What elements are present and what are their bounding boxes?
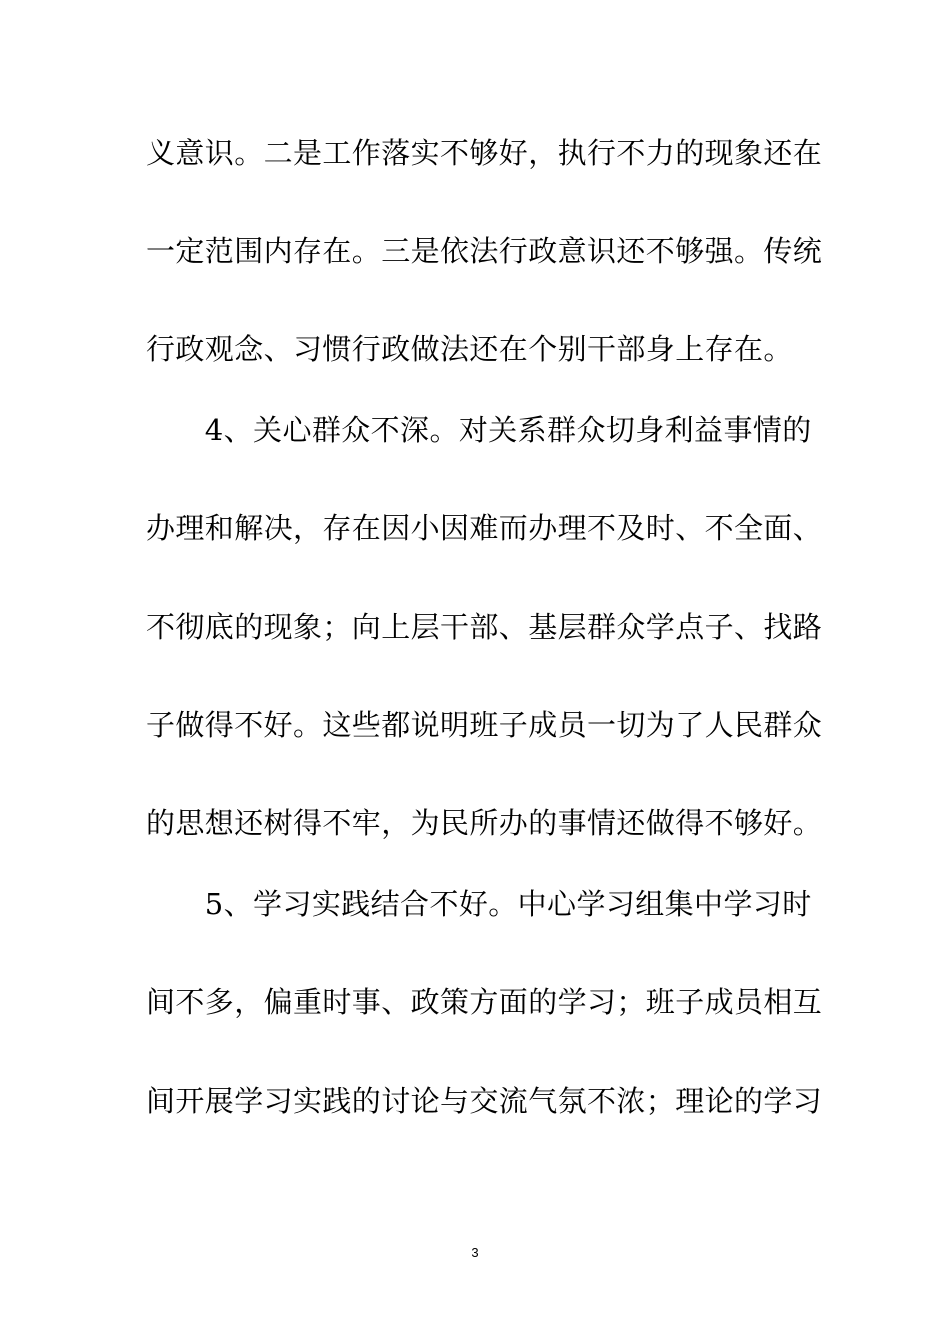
text-line-9: 5、学习实践结合不好。中心学习组集中学习时	[146, 887, 812, 921]
text-line-4: 4、关心群众不深。对关系群众切身利益事情的	[146, 413, 812, 447]
text-line-7: 子做得不好。这些都说明班子成员一切为了人民群众	[146, 708, 823, 742]
text-line-2: 一定范围内存在。三是依法行政意识还不够强。传统	[146, 234, 823, 268]
text-line-3: 行政观念、习惯行政做法还在个别干部身上存在。	[146, 332, 793, 366]
page-number: 3	[471, 1245, 479, 1260]
text-line-6: 不彻底的现象；向上层干部、基层群众学点子、找路	[146, 610, 823, 644]
text-line-5: 办理和解决，存在因小因难而办理不及时、不全面、	[146, 511, 823, 545]
text-line-10: 间不多，偏重时事、政策方面的学习；班子成员相互	[146, 985, 823, 1019]
text-line-1: 义意识。二是工作落实不够好，执行不力的现象还在	[146, 136, 823, 170]
text-line-8: 的思想还树得不牢，为民所办的事情还做得不够好。	[146, 806, 823, 840]
text-line-11: 间开展学习实践的讨论与交流气氛不浓；理论的学习	[146, 1084, 823, 1118]
